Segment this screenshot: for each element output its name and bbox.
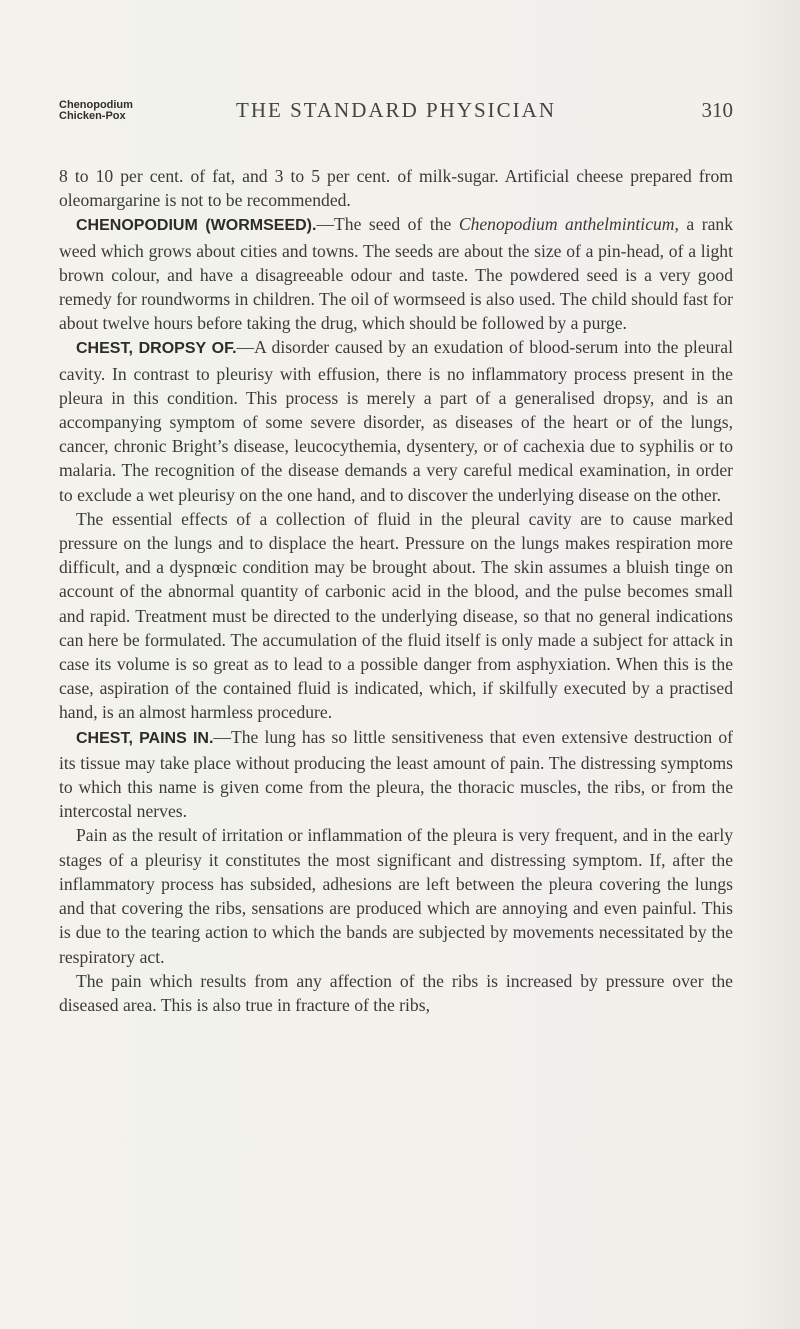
paragraph-text: The pain which results from any affection of the ribs is increased by pressure over the diseased area. This is also true in fracture of the ribs, [59, 970, 733, 1015]
paragraph-text: —A disorder caused by an exudation of blood-serum into the pleural cavity. In contrast to pleurisy with effusion, there is no inflammatory process present in the pleura in this condition. This process is merely a part of a generalised dropsy, and is an accompanying symptom of some severe disorder, as diseases of the heart or of the lungs, cancer, chronic Bright’s disease, leucocythemia, dysentery, or of cachexia due to syphilis or to malaria. The recognition of the disease demands a very careful medical examination, in order to exclude a wet pleurisy on the one hand, and to discover the underlying disease on the other. [59, 337, 733, 505]
page-header [59, 98, 733, 138]
entry-heading: CHENOPODIUM (WORMSEED). [76, 217, 317, 235]
paragraph-text: —The lung has so little sensitiveness that even extensive destruction of its tissue may take place without producing the least amount of pain. The distressing symptoms to which this name is given come from the pleura, the thoracic muscles, the ribs, or from the intercostal nerves. [59, 726, 733, 822]
paragraph-text: The essential effects of a collection of fluid in the pleural cavity are to cause marked pressure on the lungs and to displace the heart. Pressure on the lungs makes respiration more difficult, and a dyspnœic condition may be brought about. The skin assumes a bluish tinge on account of the abnormal quantity of carbonic acid in the blood, and the pulse becomes small and rapid. Treatment must be directed to the underlying disease, so that no general indications can here be formulated. The accumulation of the fluid itself is only made a subject for attack in case its volume is so great as to lead to a possible danger from asphyxiation. When this is the case, aspiration of the contained fluid is indicated, which, if skilfully executed by a practised hand, is an almost harmless procedure. [59, 508, 733, 723]
body-text [59, 164, 733, 1017]
paragraph-ribs-pain [59, 969, 733, 1017]
entry-heading: CHEST, PAINS IN. [76, 729, 214, 747]
paragraph-text: Pain as the result of irritation or inflammation of the pleura is very frequent, and in the early stages of a pleurisy it constitutes the most significant and distressing symptom. If, after the inflammatory process has subsided, adhesions are left between the pleura covering the lungs and that covering the ribs, sensations are produced which are annoying and even painful. This is due to the tearing action to which the bands are subjected by movements necessitated by the respiratory act. [59, 825, 733, 967]
paragraph-pleura-pain [59, 823, 733, 968]
paragraph-continuation [59, 164, 733, 212]
paragraph-text: a rank weed which grows about cities and towns. The seeds are about the size of a pin-head, of a light brown colour, and have a disagreeable odour and taste. The powdered seed is a very good remedy for roundworms in children. The oil of wormseed is also used. The child should fast for about twelve hours before taking the drug, which should be followed by a purge. [59, 214, 733, 334]
entry-chenopodium [59, 212, 733, 335]
entry-chest-pains [59, 725, 733, 824]
paragraph-text: —The seed of the [316, 214, 459, 235]
running-title: THE STANDARD PHYSICIAN [236, 98, 556, 122]
entry-heading: CHEST, DROPSY OF. [76, 340, 237, 358]
page-number: 310 [701, 98, 733, 122]
guide-word-first: Chenopodium [59, 99, 133, 111]
guide-word-last: Chicken-Pox [59, 110, 126, 122]
paragraph-chest-dropsy-effects [59, 507, 733, 725]
paragraph-text: 8 to 10 per cent. of fat, and 3 to 5 per cent. of milk-sugar. Artificial cheese prepared from oleomargarine is not to be recommended. [59, 166, 733, 211]
paragraph-italic-text: Chenopodium anthelminticum, [458, 214, 679, 235]
entry-chest-dropsy [59, 335, 733, 506]
